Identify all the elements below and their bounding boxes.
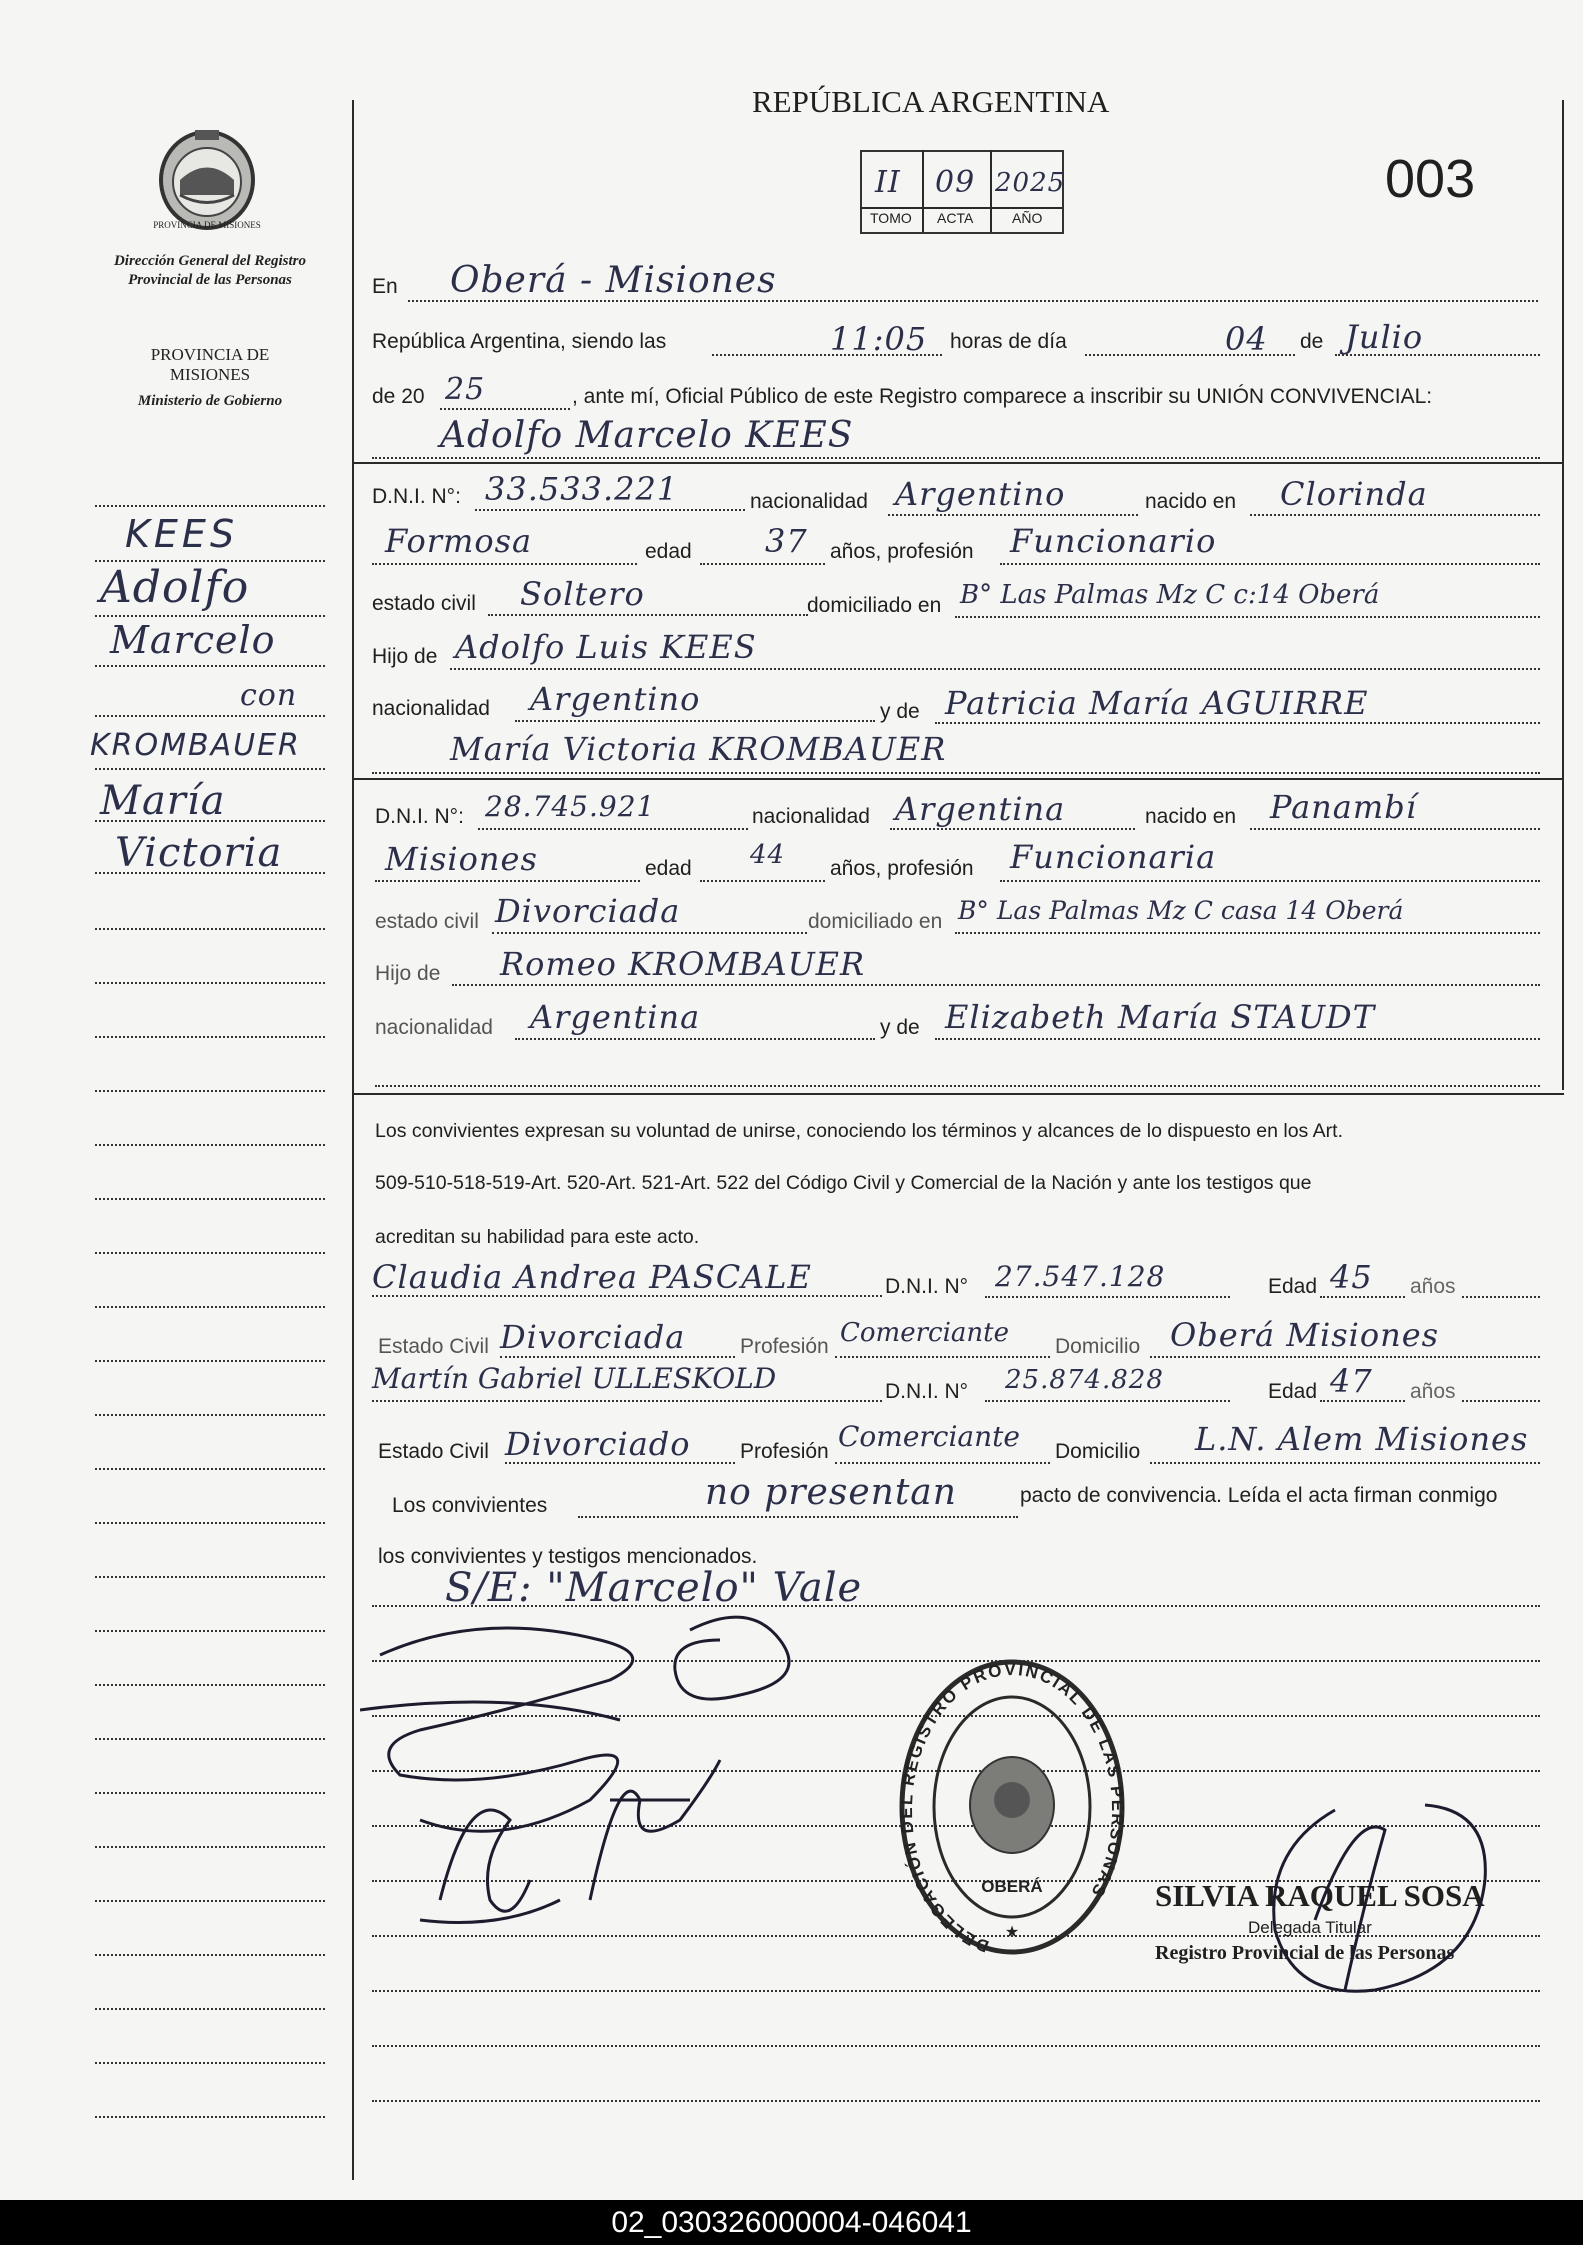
field-line [372,457,1540,459]
sidebar-line [95,1468,325,1470]
field-line [440,408,570,410]
p1-madre: Patricia María AGUIRRE [945,684,1369,722]
field-line [500,1356,735,1358]
sidebar-line [95,2008,325,2010]
field-line [515,1038,875,1040]
org-title: Dirección General del Registro Provincial de las Personas [113,253,307,288]
dni-label: D.N.I. N°: [372,485,461,508]
field-line [515,720,875,722]
profesion-label: Profesión [740,1440,829,1463]
margin-note: Adolfo [100,562,250,613]
province-name: PROVINCIA DE MISIONES [150,345,270,384]
person1-name: Adolfo Marcelo KEES [440,415,854,456]
w2-estado: Divorciado [505,1425,691,1463]
field-line [700,880,825,882]
field-line [1250,828,1540,830]
en-label: En [372,275,398,298]
month-value: Julio [1345,318,1424,356]
place-value: Oberá - Misiones [450,260,777,301]
w2-name: Martín Gabriel ULLESKOLD [372,1362,777,1395]
domicilio-label: Domicilio [1055,1440,1141,1463]
p1-profesion: Funcionario [1010,522,1217,560]
field-line [890,828,1135,830]
official-signature-icon [1255,1790,1500,2010]
dni-label: D.N.I. N° [885,1275,969,1298]
sidebar-line [95,1684,325,1686]
anio-value: 2025 [995,168,1066,198]
nacionalidad-label: nacionalidad [750,490,868,513]
field-line [1150,1356,1540,1358]
edad-label: Edad [1268,1380,1318,1403]
field-line [578,1516,1018,1518]
official-name: SILVIA RAQUEL SOSA [1155,1878,1485,1913]
field-line [488,614,808,616]
edad-label: edad [645,857,692,880]
p2-nacionalidad: Argentina [895,790,1066,828]
acta-value: 09 [935,165,976,200]
field-line [450,668,1540,670]
sidebar-line [95,2116,325,2118]
nac-label: nacionalidad [372,697,490,720]
svg-text:DELEGACIÓN DEL REGISTRO PROVIN: DELEGACIÓN DEL REGISTRO PROVINCIAL DE LAS PERSONAS [896,1659,1128,1956]
field-line [372,2100,1540,2102]
sidebar-line [95,1306,325,1308]
profesion-label: años, profesión [830,540,974,563]
profesion-label: años, profesión [830,857,974,880]
margin-note: María [100,778,226,824]
sidebar-line [95,1144,325,1146]
margin-note: KROMBAUER [90,728,301,763]
sidebar-line [95,505,325,507]
pacto-value: no presentan [705,1472,957,1513]
p1-estado: Soltero [520,575,645,613]
p1-nacido-en-2: Formosa [385,522,533,560]
nacido-label: nacido en [1145,490,1237,513]
p1-nacido-en: Clorinda [1280,475,1428,513]
anios-label: años [1410,1380,1456,1403]
sidebar-line [95,615,325,617]
field-line [700,563,825,565]
person2-name: María Victoria KROMBAUER [450,730,947,768]
w1-estado: Divorciada [500,1318,686,1356]
field-line [452,984,1540,986]
box-divider [922,150,924,232]
svg-text:PROVINCIA DE MISIONES: PROVINCIA DE MISIONES [153,220,261,230]
field-line [935,1038,1540,1040]
yde-label: y de [880,1016,920,1039]
statement-line: acreditan su habilidad para este acto. [375,1226,700,1248]
w1-dni: 27.547.128 [995,1260,1166,1293]
p2-nacido-en-2: Misiones [385,840,538,878]
field-line [372,1400,882,1402]
w2-profesion: Comerciante [838,1420,1020,1453]
sidebar-line [95,982,325,984]
acta-number: 003 [1385,149,1476,209]
field-line [492,932,807,934]
intro-text: de 20 [372,385,425,408]
anios-label: años [1410,1275,1456,1298]
correction-note: S/E: "Marcelo" Vale [445,1565,863,1611]
tomo-value: II [875,165,901,200]
nacido-label: nacido en [1145,805,1237,828]
domicilio-label: Domicilio [1055,1335,1141,1358]
w1-name: Claudia Andrea PASCALE [372,1258,812,1296]
box-divider [990,150,992,232]
estado-label: Estado Civil [378,1440,489,1463]
p2-domicilio: B° Las Palmas Mz C casa 14 Oberá [958,896,1404,925]
field-line [1000,880,1540,882]
hijo-label: Hijo de [372,645,438,668]
statement-line: Los convivientes expresan su voluntad de unirse, conociendo los términos y alcances de lo dispuesto en los Art. [375,1120,1343,1142]
registry-stamp-icon [895,1655,1130,1960]
p1-padre: Adolfo Luis KEES [455,628,757,666]
w2-domicilio: L.N. Alem Misiones [1195,1420,1529,1458]
sidebar-line [95,1792,325,1794]
estado-label: Estado Civil [378,1335,489,1358]
field-line [1320,1400,1405,1402]
p2-profesion: Funcionaria [1010,838,1217,876]
field-line [375,880,640,882]
field-line [478,828,748,830]
nacionalidad-label: nacionalidad [752,805,870,828]
section-divider [352,462,1564,464]
w1-edad: 45 [1330,1258,1373,1296]
closing-text: los convivientes y testigos mencionados. [378,1545,758,1568]
field-line [955,932,1540,934]
sidebar-line [95,768,325,770]
hour-value: 11:05 [830,320,928,358]
field-line [372,2045,1540,2047]
country-title: REPÚBLICA ARGENTINA [752,84,1110,119]
hijo-label: Hijo de [375,962,441,985]
p1-dni: 33.533.221 [485,470,679,508]
field-line [835,1462,1050,1464]
day-value: 04 [1225,320,1268,358]
sidebar-line [95,1198,325,1200]
ministry-name: Ministerio de Gobierno [137,393,283,409]
sidebar-line [95,1576,325,1578]
official-title: Delegada Titular [1248,1918,1372,1937]
p2-edad: 44 [750,840,786,870]
sidebar-line [95,1954,325,1956]
field-line [835,1356,1050,1358]
p1-nacionalidad: Argentino [895,475,1066,513]
p2-estado: Divorciada [495,892,681,930]
sidebar-line [95,1522,325,1524]
province-seal-icon [150,120,265,235]
p1-domicilio: B° Las Palmas Mz C c:14 Oberá [960,580,1380,610]
field-line [1320,1296,1405,1298]
w2-edad: 47 [1330,1362,1373,1400]
sidebar-line [95,1630,325,1632]
field-line [888,514,1138,516]
field-line [1462,1400,1540,1402]
sidebar-line [95,1738,325,1740]
field-line [372,772,1540,774]
p2-padre: Romeo KROMBAUER [500,945,866,983]
box-divider [860,207,1062,209]
field-line [1250,514,1540,516]
field-line [935,722,1540,724]
svg-text:OBERÁ: OBERÁ [981,1877,1043,1896]
edad-label: Edad [1268,1275,1318,1298]
sidebar-line [95,1252,325,1254]
sidebar-line [95,928,325,930]
margin-note: Victoria [115,830,283,876]
signature-left-icon [360,1600,880,1940]
field-line [372,563,637,565]
field-line [475,509,745,511]
sidebar-line [95,1414,325,1416]
dni-label: D.N.I. N° [885,1380,969,1403]
margin-note: KEES [125,512,239,556]
sidebar-line [95,1846,325,1848]
profesion-label: Profesión [740,1335,829,1358]
acta-label: ACTA [937,210,974,226]
sidebar-line [95,2062,325,2064]
edad-label: edad [645,540,692,563]
sidebar-line [95,1036,325,1038]
statement-line: 509-510-518-519-Art. 520-Art. 521-Art. 522 del Código Civil y Comercial de la Nación y ante los testigos que [375,1172,1312,1194]
svg-text:★: ★ [1004,1924,1020,1941]
section-divider [352,1093,1564,1095]
sidebar-line [95,1090,325,1092]
intro-text: República Argentina, siendo las [372,330,667,353]
estado-label: estado civil [375,910,479,933]
p2-madre: Elizabeth María STAUDT [945,998,1376,1036]
de-label: de [1300,330,1324,353]
closing-text: pacto de convivencia. Leída el acta firman conmigo [1020,1484,1498,1507]
w1-domicilio: Oberá Misiones [1170,1316,1440,1354]
dni-label: D.N.I. N°: [375,805,464,828]
margin-note: con [240,678,298,713]
estado-label: estado civil [372,592,476,615]
tomo-label: TOMO [870,210,912,226]
field-line [1000,563,1540,565]
p1-nac-padres: Argentino [530,680,701,718]
right-border [1562,100,1564,1090]
intro-text: horas de día [950,330,1067,353]
domicilio-label: domiciliado en [808,910,943,933]
w1-profesion: Comerciante [840,1318,1009,1348]
field-line [985,1296,1230,1298]
convivientes-label: Los convivientes [392,1494,548,1517]
margin-note: Marcelo [110,618,276,662]
sidebar-border [352,100,354,2180]
field-line [955,616,1540,618]
document-id-bar: 02_030326000004-046041 [0,2200,1583,2245]
p1-edad: 37 [765,522,808,560]
field-line [375,1085,1540,1087]
p2-nacido-en: Panambí [1270,788,1417,826]
w2-dni: 25.874.828 [1005,1365,1164,1395]
p2-dni: 28.745.921 [485,790,656,823]
section-divider [352,778,1564,780]
field-line [985,1400,1230,1402]
sidebar-line [95,1900,325,1902]
nac-label: nacionalidad [375,1016,493,1039]
field-line [1150,1462,1540,1464]
intro-text: , ante mí, Oficial Público de este Registro comparece a inscribir su UNIÓN CONVIVENCIAL: [572,385,1433,408]
sidebar-line [95,665,325,667]
official-org: Registro Provincial de las Personas [1155,1942,1455,1964]
field-line [1462,1296,1540,1298]
domicilio-label: domiciliado en [807,594,942,617]
sidebar-line [95,715,325,717]
anio-label: AÑO [1012,210,1043,226]
year-value: 25 [445,372,486,407]
p2-nac-padres: Argentina [530,998,701,1036]
sidebar-line [95,1360,325,1362]
yde-label: y de [880,700,920,723]
